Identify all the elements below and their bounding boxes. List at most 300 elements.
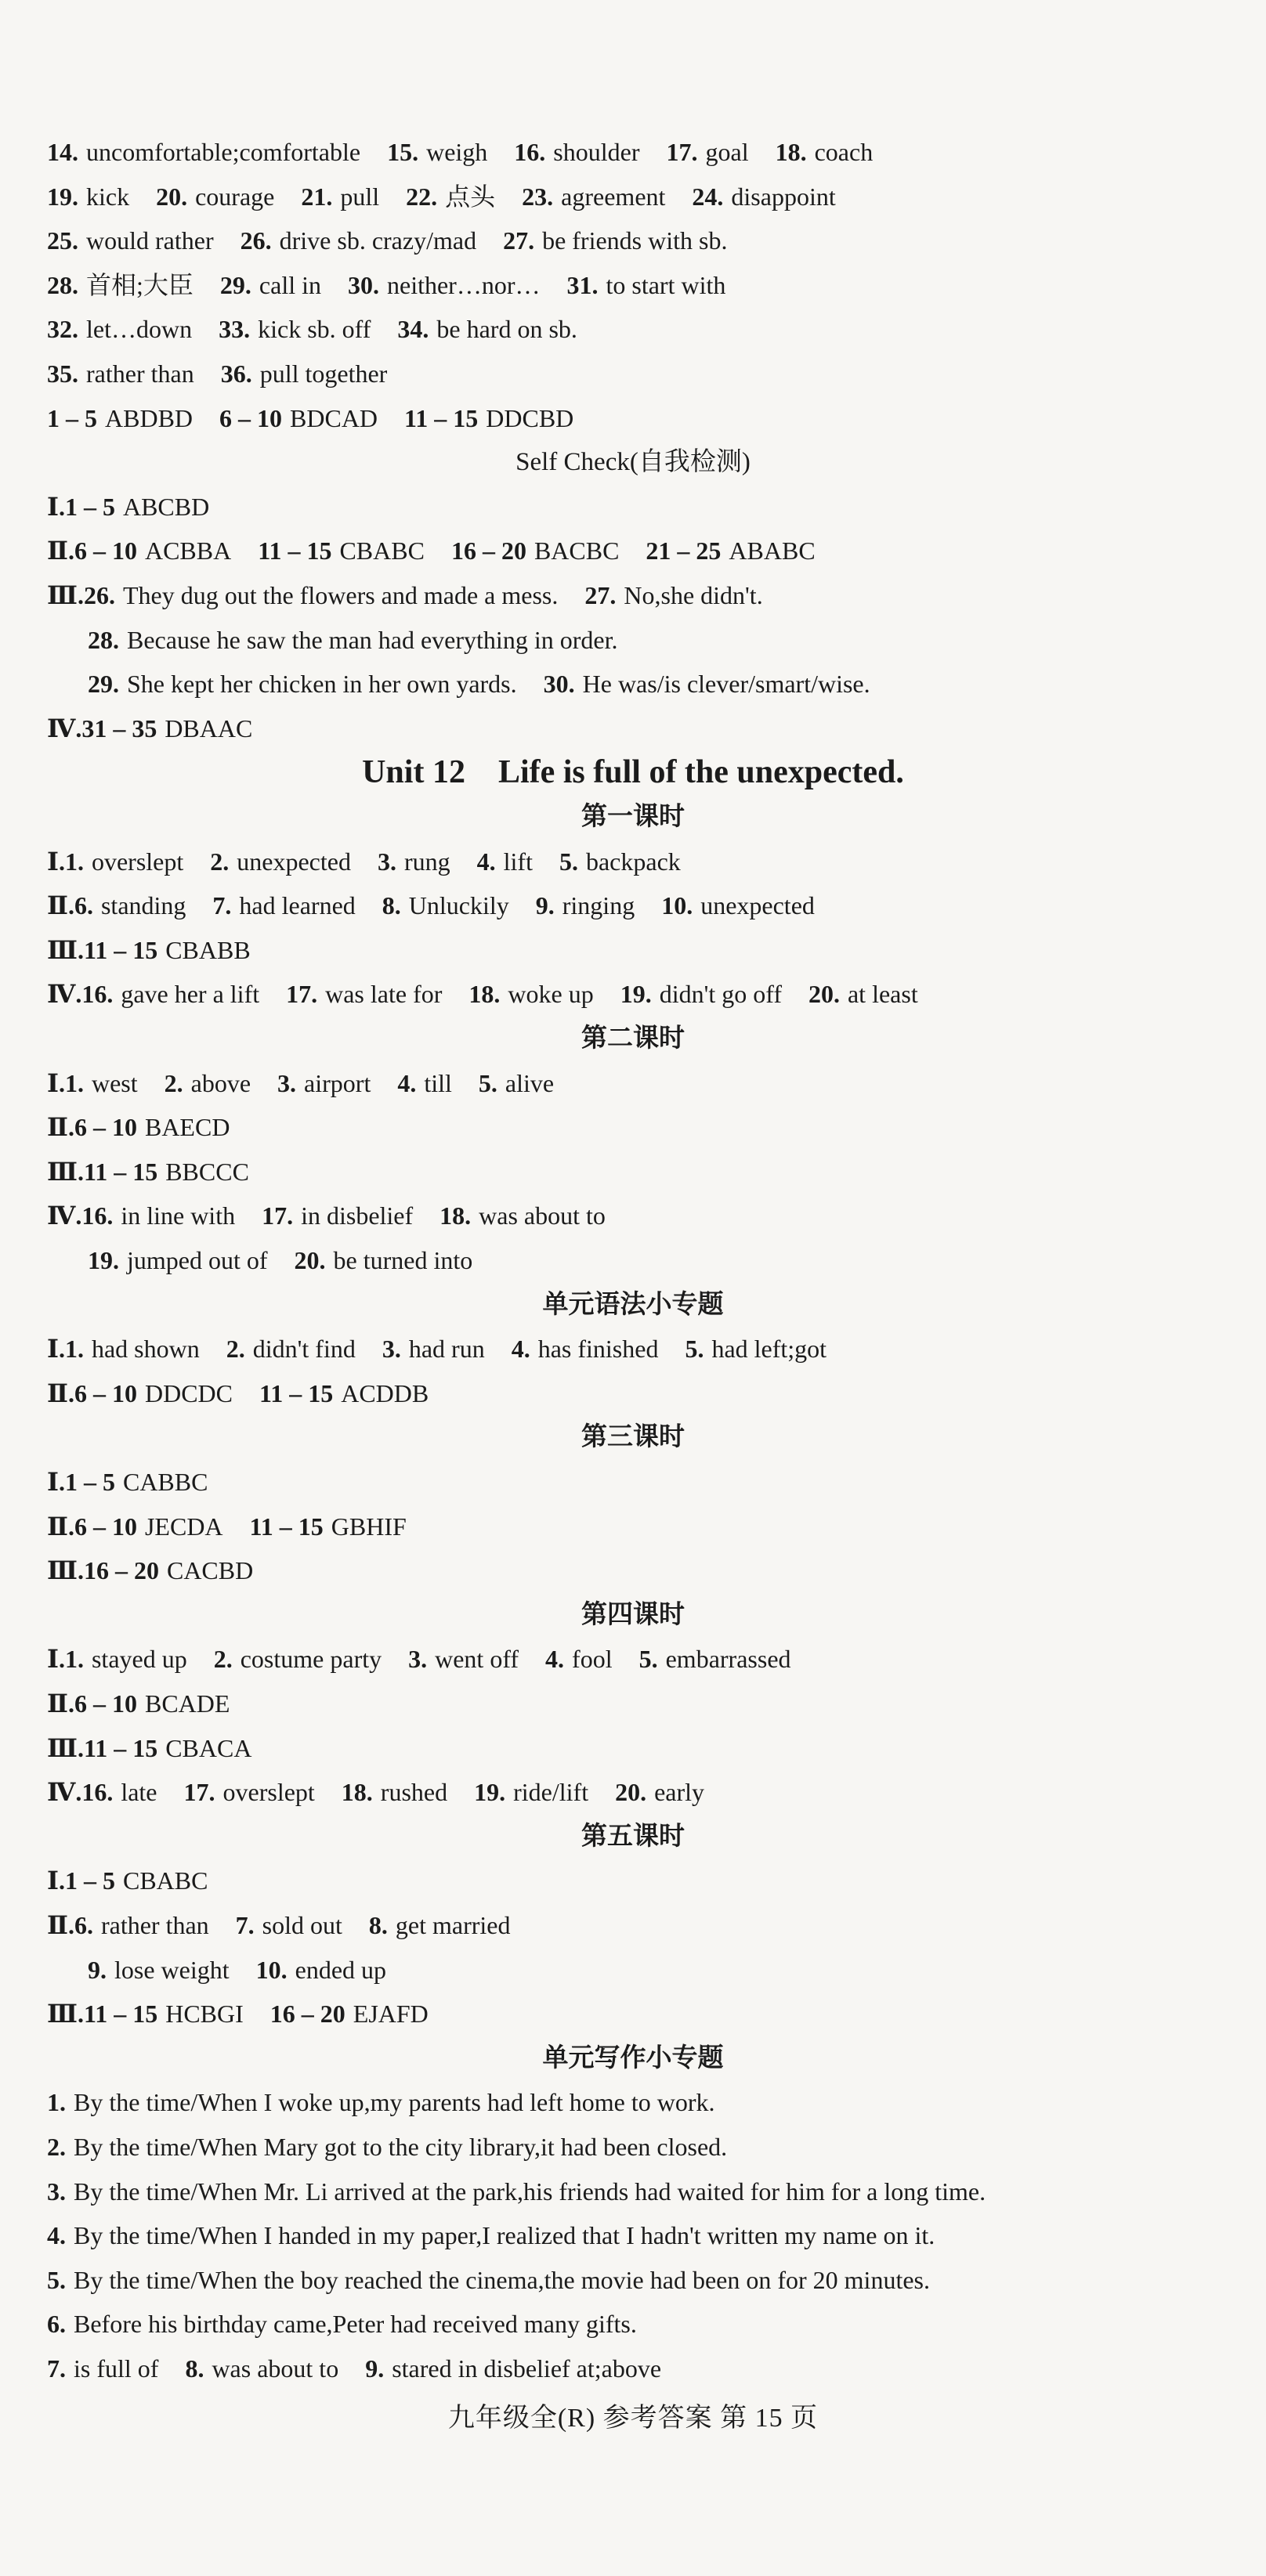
answer-line: [47, 1909, 511, 1941]
answer-item: [692, 181, 835, 212]
answer-text: BAECD: [144, 1113, 230, 1141]
answer-text: gave her a lift: [121, 980, 260, 1008]
question-number: 11 – 15: [259, 1379, 334, 1407]
answer-text: BDCAD: [290, 404, 378, 432]
answer-line: [47, 225, 727, 256]
question-number: 16.: [514, 138, 546, 166]
answer-text: had run: [408, 1335, 485, 1363]
answer-item: [270, 1998, 429, 2029]
question-number: 17.: [286, 980, 318, 1008]
question-number: Ⅱ.6 – 10: [47, 537, 137, 565]
question-number: 36.: [220, 359, 252, 388]
question-number: Ⅰ.1 – 5: [47, 1468, 115, 1496]
answer-line: [47, 1688, 230, 1719]
answer-text: get married: [395, 1911, 511, 1939]
answer-text: DDCBD: [486, 404, 574, 432]
answer-item: [47, 2353, 158, 2384]
answer-text: stared in disbelief at;above: [392, 2354, 662, 2383]
answer-text: alive: [505, 1069, 555, 1097]
answer-text: fool: [572, 1645, 613, 1673]
answer-item: [451, 535, 619, 566]
answer-text: Because he saw the man had everything in order.: [127, 626, 618, 654]
question-number: 19.: [620, 980, 652, 1008]
question-number: Ⅲ.11 – 15: [47, 936, 158, 964]
question-number: 19.: [474, 1778, 506, 1806]
answer-item: [219, 313, 371, 345]
question-number: 2.: [226, 1335, 245, 1363]
question-number: Ⅲ.11 – 15: [47, 1158, 158, 1186]
answer-line: [47, 2308, 637, 2339]
answer-text: kick: [86, 182, 130, 211]
answer-text: uncomfortable;comfortable: [86, 138, 361, 166]
answer-item: [286, 978, 442, 1010]
answer-text: HCBGI: [165, 2000, 244, 2028]
question-number: 5.: [559, 847, 578, 876]
question-number: 25.: [47, 226, 78, 255]
question-number: Ⅱ.6.: [47, 1911, 93, 1939]
question-number: 6.: [47, 2310, 66, 2338]
question-number: Ⅳ.16.: [47, 1201, 114, 1230]
answer-item: [259, 1378, 429, 1409]
question-number: 35.: [47, 359, 78, 388]
answer-text: CBABB: [165, 936, 251, 964]
answer-text: rushed: [380, 1778, 448, 1806]
question-number: 4.: [476, 847, 496, 876]
section-heading: 第五课时: [581, 1823, 685, 1851]
answer-item: [503, 225, 727, 256]
answer-text: to start with: [606, 271, 726, 299]
answer-item: [250, 1511, 407, 1542]
answer-line: [47, 1378, 429, 1409]
answer-text: stayed up: [91, 1645, 187, 1673]
answer-item: [47, 136, 360, 168]
answer-text: She kept her chicken in her own yards.: [127, 670, 517, 698]
question-number: Ⅱ.6.: [47, 891, 93, 919]
answer-text: BACBC: [534, 537, 620, 565]
answer-item: [47, 1378, 233, 1409]
answer-text: rung: [403, 847, 450, 876]
answer-item: [512, 1333, 659, 1364]
answer-text: agreement: [561, 182, 666, 211]
answer-text: call in: [259, 271, 321, 299]
question-number: 26.: [240, 226, 272, 255]
question-number: Ⅳ.31 – 35: [47, 714, 157, 742]
answer-line: [47, 846, 681, 877]
question-number: 16 – 20: [269, 2000, 345, 2028]
answer-text: was late for: [325, 980, 443, 1008]
answer-item: [295, 1245, 473, 1276]
answer-text: CBACA: [165, 1734, 252, 1762]
question-number: 32.: [47, 315, 78, 343]
answer-text: at least: [847, 980, 918, 1008]
answer-text: No,she didn't.: [624, 581, 763, 609]
answer-text: ACBBA: [144, 537, 232, 565]
answer-text: didn't go off: [659, 980, 782, 1008]
answer-line: [47, 2176, 986, 2207]
answer-line: [47, 934, 251, 966]
question-number: 4.: [545, 1645, 565, 1673]
answer-text: was about to: [479, 1201, 606, 1230]
answer-text: By the time/When Mary got to the city library,it had been closed.: [74, 2133, 728, 2161]
question-number: 15.: [387, 138, 419, 166]
answer-item: [397, 313, 577, 345]
question-number: 17.: [183, 1778, 215, 1806]
answer-text: is full of: [74, 2354, 159, 2383]
answer-item: [408, 1643, 519, 1675]
question-number: 33.: [219, 315, 251, 343]
answer-text: ABCBD: [122, 493, 210, 521]
answer-text: costume party: [240, 1645, 382, 1673]
answer-item: [88, 1245, 268, 1276]
question-number: 3.: [382, 1335, 401, 1363]
answer-item: [47, 1688, 230, 1719]
answer-line: [47, 269, 725, 301]
answer-text: early: [654, 1778, 705, 1806]
answer-item: [226, 1333, 356, 1364]
question-number: Ⅰ.1.: [47, 1069, 84, 1097]
answer-item: [165, 1068, 251, 1099]
question-number: 22.: [406, 182, 438, 211]
answer-text: CBABC: [122, 1866, 208, 1895]
answer-text: late: [121, 1778, 157, 1806]
answer-text: neither…nor…: [386, 271, 541, 299]
answer-text: CABBC: [122, 1468, 208, 1496]
answer-item: [219, 403, 378, 434]
answer-item: [47, 1909, 209, 1941]
answer-text: has finished: [537, 1335, 659, 1363]
answer-text: ACDDB: [341, 1379, 429, 1407]
answer-item: [88, 1954, 230, 1985]
question-number: 18.: [439, 1201, 472, 1230]
answer-text: lose weight: [114, 1956, 230, 1984]
answer-item: [47, 1732, 251, 1764]
answer-text: pull together: [259, 359, 388, 388]
answer-text: went off: [435, 1645, 519, 1673]
question-number: 18.: [341, 1778, 373, 1806]
answer-item: [584, 580, 762, 611]
answer-item: [88, 624, 617, 656]
answer-item: [776, 136, 874, 168]
answer-line: [47, 358, 387, 389]
answer-item: [536, 890, 635, 921]
question-number: 19.: [47, 182, 78, 211]
question-number: Ⅱ.6 – 10: [47, 1113, 137, 1141]
unit-heading: Unit 12 Life is full of the unexpected.: [362, 754, 904, 790]
answer-text: disappoint: [731, 182, 836, 211]
answer-line: [47, 1643, 791, 1675]
answer-text: had left;got: [711, 1335, 827, 1363]
answer-text: CACBD: [166, 1556, 254, 1584]
answer-text: overslept: [91, 847, 184, 876]
answer-line: [47, 491, 209, 522]
answer-text: weigh: [426, 138, 488, 166]
answer-line: [47, 1068, 554, 1099]
answer-item: [47, 1511, 223, 1542]
answer-line: [88, 1245, 472, 1276]
answer-item: [47, 1555, 253, 1586]
answer-text: 点头: [445, 182, 496, 211]
question-number: 31.: [566, 271, 599, 299]
answer-text: kick sb. off: [258, 315, 371, 343]
answer-text: He was/is clever/smart/wise.: [582, 670, 870, 698]
answer-item: [301, 181, 379, 212]
answer-item: [47, 2176, 986, 2207]
question-number: 29.: [88, 670, 119, 698]
question-number: 20.: [615, 1778, 647, 1806]
section-heading: 第二课时: [581, 1024, 685, 1053]
answer-line: [47, 2220, 935, 2251]
answer-item: [369, 1909, 511, 1941]
question-number: 30.: [543, 670, 575, 698]
answer-text: let…down: [86, 315, 193, 343]
answer-item: [88, 668, 517, 699]
answer-item: [808, 978, 918, 1010]
answer-text: shoulder: [553, 138, 640, 166]
answer-item: [468, 978, 593, 1010]
answer-text: standing: [100, 891, 186, 919]
answer-text: coach: [814, 138, 874, 166]
question-number: 2.: [213, 1645, 233, 1673]
question-number: 27.: [503, 226, 535, 255]
answer-text: drive sb. crazy/mad: [279, 226, 477, 255]
question-number: 17.: [262, 1201, 294, 1230]
question-number: 7.: [235, 1911, 255, 1939]
answer-text: unexpected: [700, 891, 815, 919]
answer-item: [661, 890, 815, 921]
answer-item: [439, 1200, 606, 1231]
question-number: 11 – 15: [258, 537, 332, 565]
answer-item: [47, 2131, 727, 2162]
answer-line: [47, 2086, 714, 2118]
answer-item: [258, 535, 425, 566]
answer-line: [47, 2264, 930, 2296]
answer-item: [47, 313, 192, 345]
question-number: 3.: [277, 1069, 297, 1097]
answer-item: [262, 1200, 413, 1231]
answer-line: [47, 1333, 827, 1364]
answer-text: Unluckily: [408, 891, 509, 919]
answer-text: ride/lift: [513, 1778, 589, 1806]
answer-text: had shown: [91, 1335, 200, 1363]
answer-item: [47, 713, 252, 744]
answer-item: [47, 1776, 157, 1808]
question-number: 14.: [47, 138, 78, 166]
answer-text: JECDA: [144, 1512, 223, 1541]
question-number: 27.: [584, 581, 617, 609]
answer-text: courage: [195, 182, 275, 211]
answer-line: [47, 890, 815, 921]
answer-line: [47, 1200, 606, 1231]
answer-item: [47, 1200, 235, 1231]
answer-item: [47, 934, 251, 966]
question-number: 20.: [294, 1246, 326, 1274]
answer-text: BBCCC: [165, 1158, 249, 1186]
question-number: Ⅲ.16 – 20: [47, 1556, 159, 1584]
answer-item: [348, 269, 541, 301]
answer-text: BCADE: [144, 1689, 230, 1718]
question-number: 8.: [185, 2354, 204, 2383]
answer-line: [47, 713, 252, 744]
section-heading: 第一课时: [581, 803, 685, 831]
answer-item: [474, 1776, 588, 1808]
answer-item: [47, 1998, 244, 2029]
answer-text: DBAAC: [165, 714, 253, 742]
answer-item: [646, 535, 815, 566]
answer-text: overslept: [222, 1778, 315, 1806]
question-number: 5.: [478, 1069, 497, 1097]
question-number: 18.: [775, 138, 807, 166]
answer-text: ended up: [295, 1956, 387, 1984]
question-number: 11 – 15: [249, 1512, 324, 1541]
answer-text: ABABC: [729, 537, 816, 565]
question-number: Ⅰ.1.: [47, 1335, 84, 1363]
question-number: Ⅳ.16.: [47, 1778, 114, 1806]
answer-item: [221, 358, 388, 389]
answer-item: [47, 1111, 230, 1143]
question-number: Ⅰ.1.: [47, 1645, 84, 1673]
answer-item: [47, 1333, 200, 1364]
question-number: 3.: [377, 847, 396, 876]
question-number: Ⅰ.1 – 5: [47, 1866, 115, 1895]
answer-line: [47, 1776, 704, 1808]
answer-item: [212, 890, 355, 921]
question-number: 9.: [88, 1956, 107, 1984]
answer-text: airport: [304, 1069, 371, 1097]
answer-item: [406, 181, 495, 212]
answer-item: [639, 1643, 791, 1675]
answer-item: [47, 1466, 208, 1498]
answer-text: unexpected: [237, 847, 351, 876]
answer-item: [47, 535, 231, 566]
answer-item: [184, 1776, 315, 1808]
question-number: 2.: [210, 847, 230, 876]
answer-text: ABDBD: [105, 404, 194, 432]
answer-text: GBHIF: [331, 1512, 407, 1541]
answer-item: [156, 181, 274, 212]
question-number: 20.: [808, 980, 840, 1008]
question-number: Ⅳ.16.: [47, 980, 114, 1008]
answer-text: CBABC: [339, 537, 425, 565]
question-number: 10.: [255, 1956, 288, 1984]
question-number: 16 – 20: [450, 537, 526, 565]
answer-line: [47, 136, 873, 168]
question-number: 5.: [47, 2266, 66, 2294]
question-number: 6 – 10: [219, 404, 283, 432]
answer-text: Before his birthday came,Peter had received many gifts.: [74, 2310, 637, 2338]
answer-item: [544, 668, 870, 699]
question-number: 11 – 15: [404, 404, 479, 432]
question-number: Ⅲ.11 – 15: [47, 1734, 158, 1762]
section-heading: 第三课时: [581, 1423, 685, 1451]
question-number: 21.: [301, 182, 333, 211]
answer-line: [47, 1732, 251, 1764]
answer-item: [47, 358, 194, 389]
question-number: 7.: [47, 2354, 66, 2383]
answer-text: in disbelief: [301, 1201, 414, 1230]
answer-item: [620, 978, 782, 1010]
answer-text: By the time/When Mr. Li arrived at the park,his friends had waited for him for a long time.: [74, 2177, 986, 2206]
question-number: 5.: [685, 1335, 704, 1363]
answer-text: be friends with sb.: [542, 226, 728, 255]
answer-item: [404, 403, 573, 434]
answer-item: [666, 136, 748, 168]
section-heading: 单元写作小专题: [542, 2044, 724, 2072]
answer-item: [256, 1954, 386, 1985]
answer-item: [47, 2264, 930, 2296]
answer-text: would rather: [86, 226, 214, 255]
question-number: 28.: [88, 626, 119, 654]
answer-text: pull: [340, 182, 380, 211]
question-number: 21 – 25: [646, 537, 722, 565]
question-number: 30.: [347, 271, 379, 299]
answer-item: [566, 269, 725, 301]
answer-text: backpack: [585, 847, 681, 876]
answer-item: [559, 846, 681, 877]
question-number: 19.: [88, 1246, 119, 1274]
answer-item: [47, 1643, 187, 1675]
answer-text: woke up: [508, 980, 594, 1008]
answer-item: [47, 1865, 208, 1896]
question-number: Ⅰ.1 – 5: [47, 493, 115, 521]
question-number: Ⅱ.6 – 10: [47, 1689, 137, 1718]
answer-text: west: [91, 1069, 138, 1097]
question-number: 8.: [382, 891, 401, 919]
answer-text: rather than: [86, 359, 194, 388]
question-number: 5.: [638, 1645, 658, 1673]
answer-item: [615, 1776, 704, 1808]
answer-line: [88, 668, 870, 699]
answer-text: was about to: [212, 2354, 339, 2383]
answer-line: [47, 978, 918, 1010]
question-number: 10.: [661, 891, 693, 919]
answer-text: be hard on sb.: [436, 315, 577, 343]
answer-text: ringing: [562, 891, 635, 919]
answer-line: [47, 2353, 661, 2384]
answer-item: [47, 1068, 138, 1099]
question-number: 2.: [47, 2133, 66, 2161]
answer-text: sold out: [262, 1911, 342, 1939]
answer-item: [522, 181, 665, 212]
answer-text: By the time/When I woke up,my parents had left home to work.: [74, 2088, 715, 2116]
question-number: 17.: [666, 138, 698, 166]
answer-item: [47, 2308, 637, 2339]
answer-item: [185, 2353, 338, 2384]
answer-text: rather than: [100, 1911, 209, 1939]
answer-line: [88, 1954, 386, 1985]
answer-item: [214, 1643, 382, 1675]
question-number: 18.: [468, 980, 501, 1008]
question-number: 9.: [365, 2354, 385, 2383]
answer-text: By the time/When I handed in my paper,I realized that I hadn't written my name on it.: [74, 2221, 935, 2249]
question-number: 4.: [511, 1335, 530, 1363]
answer-item: [47, 846, 183, 877]
answer-item: [241, 225, 476, 256]
answer-text: They dug out the flowers and made a mess.: [122, 581, 559, 609]
question-number: Ⅱ.6 – 10: [47, 1512, 137, 1541]
section-heading: Self Check(自我检测): [515, 448, 751, 476]
answer-item: [387, 136, 487, 168]
answer-text: till: [424, 1069, 452, 1097]
question-number: 9.: [535, 891, 555, 919]
question-number: Ⅱ.6 – 10: [47, 1379, 137, 1407]
answer-line: [47, 1511, 407, 1542]
answer-item: [47, 225, 214, 256]
answer-item: [47, 403, 193, 434]
answer-item: [382, 890, 509, 921]
answer-item: [47, 491, 209, 522]
answer-line: [47, 403, 573, 434]
answer-line: [47, 1865, 208, 1896]
